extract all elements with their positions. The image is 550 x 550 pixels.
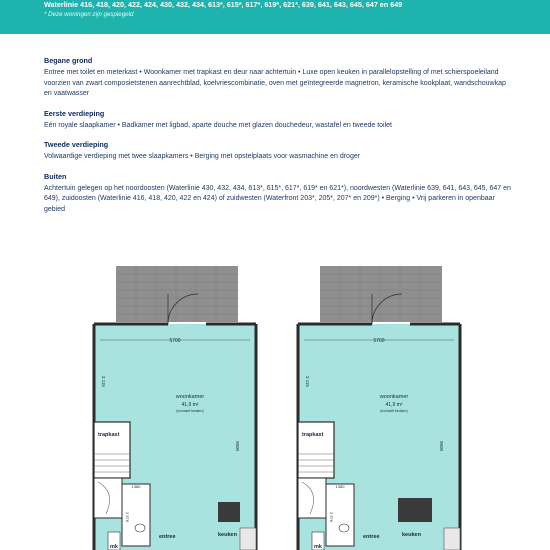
dim-stair: 2 576 xyxy=(329,512,334,523)
room-area: 41,9 m² xyxy=(181,402,199,408)
room-label: woonkamer xyxy=(175,394,205,400)
dim-width: 5700 xyxy=(373,338,385,344)
section-tweede-verdieping xyxy=(44,140,514,163)
toilet-icon xyxy=(339,524,349,532)
terrace xyxy=(320,266,442,322)
dim-hall: 1380 xyxy=(335,484,345,489)
entree-label: entree xyxy=(159,534,176,540)
kitchen-block xyxy=(218,502,240,522)
room-note: (inclusief keuken) xyxy=(176,409,204,413)
section-buiten xyxy=(44,172,514,216)
floorplan-right xyxy=(290,266,470,550)
room-note: (inclusief keuken) xyxy=(380,409,408,413)
description xyxy=(44,56,514,224)
dim-stair: 2 576 xyxy=(125,512,130,523)
entree-label: entree xyxy=(363,534,380,540)
section-title: Begane grond xyxy=(44,56,93,65)
dim-width: 5700 xyxy=(169,338,181,344)
section-title: Buiten xyxy=(44,171,67,181)
stairwell xyxy=(94,478,122,518)
dim-hall: 1380 xyxy=(131,484,141,489)
dim-side: 3 115 xyxy=(305,376,310,387)
mk-label: mk xyxy=(314,544,322,550)
section-text: Achtertuin gelegen op het noordoosten (Waterlinie 430, 432, 434, 613*, 615*, 617*, 619* en 621*), noordwesten (Waterlinie 639, 641, 643, 645, 647 en 649), zuidoosten (Waterlinie 416, 418, 420, 422 en 424) of zuidwesten (Waterfront 203*, 205*, 207* en 209*) • Berging • Vrij parkeren in openbaar gebied xyxy=(44,184,511,213)
toilet-icon xyxy=(135,524,145,532)
keuken-label: keuken xyxy=(218,532,237,538)
keuken-label: keuken xyxy=(402,532,421,538)
section-text: Eén royale slaapkamer • Badkamer met ligbad, aparte douche met glazen douchedeur, wastafel en tweede toilet xyxy=(44,121,392,129)
header-band xyxy=(0,0,550,34)
dim-depth: 9600 xyxy=(439,441,444,452)
trapkast-label: trapkast xyxy=(302,432,324,438)
section-title: Tweede verdieping xyxy=(44,140,109,149)
stairwell xyxy=(298,478,326,518)
room-label: woonkamer xyxy=(379,394,409,400)
stair-block xyxy=(298,422,334,478)
dim-side: 3 115 xyxy=(101,376,106,387)
floorplan-left xyxy=(86,266,266,550)
section-text: Entree met toilet en meterkast • Woonkamer met trapkast en deur naar achtertuin • Luxe open keuken in parallelopstelling of met schierspoeleiland voorzien van zwart composietstenen aanrechtblad, koelvriescombinatie, oven met geïntegreerde magnetron, keramische kookplaat, wandschouwkap en vaatwasser xyxy=(44,69,506,97)
section-begane-grond xyxy=(44,56,514,100)
kitchen-counter xyxy=(240,528,256,550)
section-eerste-verdieping xyxy=(44,109,514,132)
dim-depth: 9600 xyxy=(235,441,240,452)
mk-label: mk xyxy=(110,544,118,550)
terrace xyxy=(116,266,238,322)
room-area: 41,9 m² xyxy=(385,402,403,408)
stair-block xyxy=(94,422,130,478)
trapkast-label: trapkast xyxy=(98,432,120,438)
mirrored-note: * Deze woningen zijn gespiegeld xyxy=(44,11,134,18)
section-text: Volwaardige verdieping met twee slaapkamers • Berging met opstelplaats voor wasmachine en droger xyxy=(44,153,361,160)
address-list: Waterlinie 416, 418, 420, 422, 424, 430, 432, 434, 613*, 615*, 617*, 619*, 621*, 639, 641, 643, 645, 647 en 649 xyxy=(44,0,403,9)
kitchen-counter xyxy=(444,528,460,550)
section-title: Eerste verdieping xyxy=(44,108,105,118)
kitchen-island xyxy=(398,498,432,522)
